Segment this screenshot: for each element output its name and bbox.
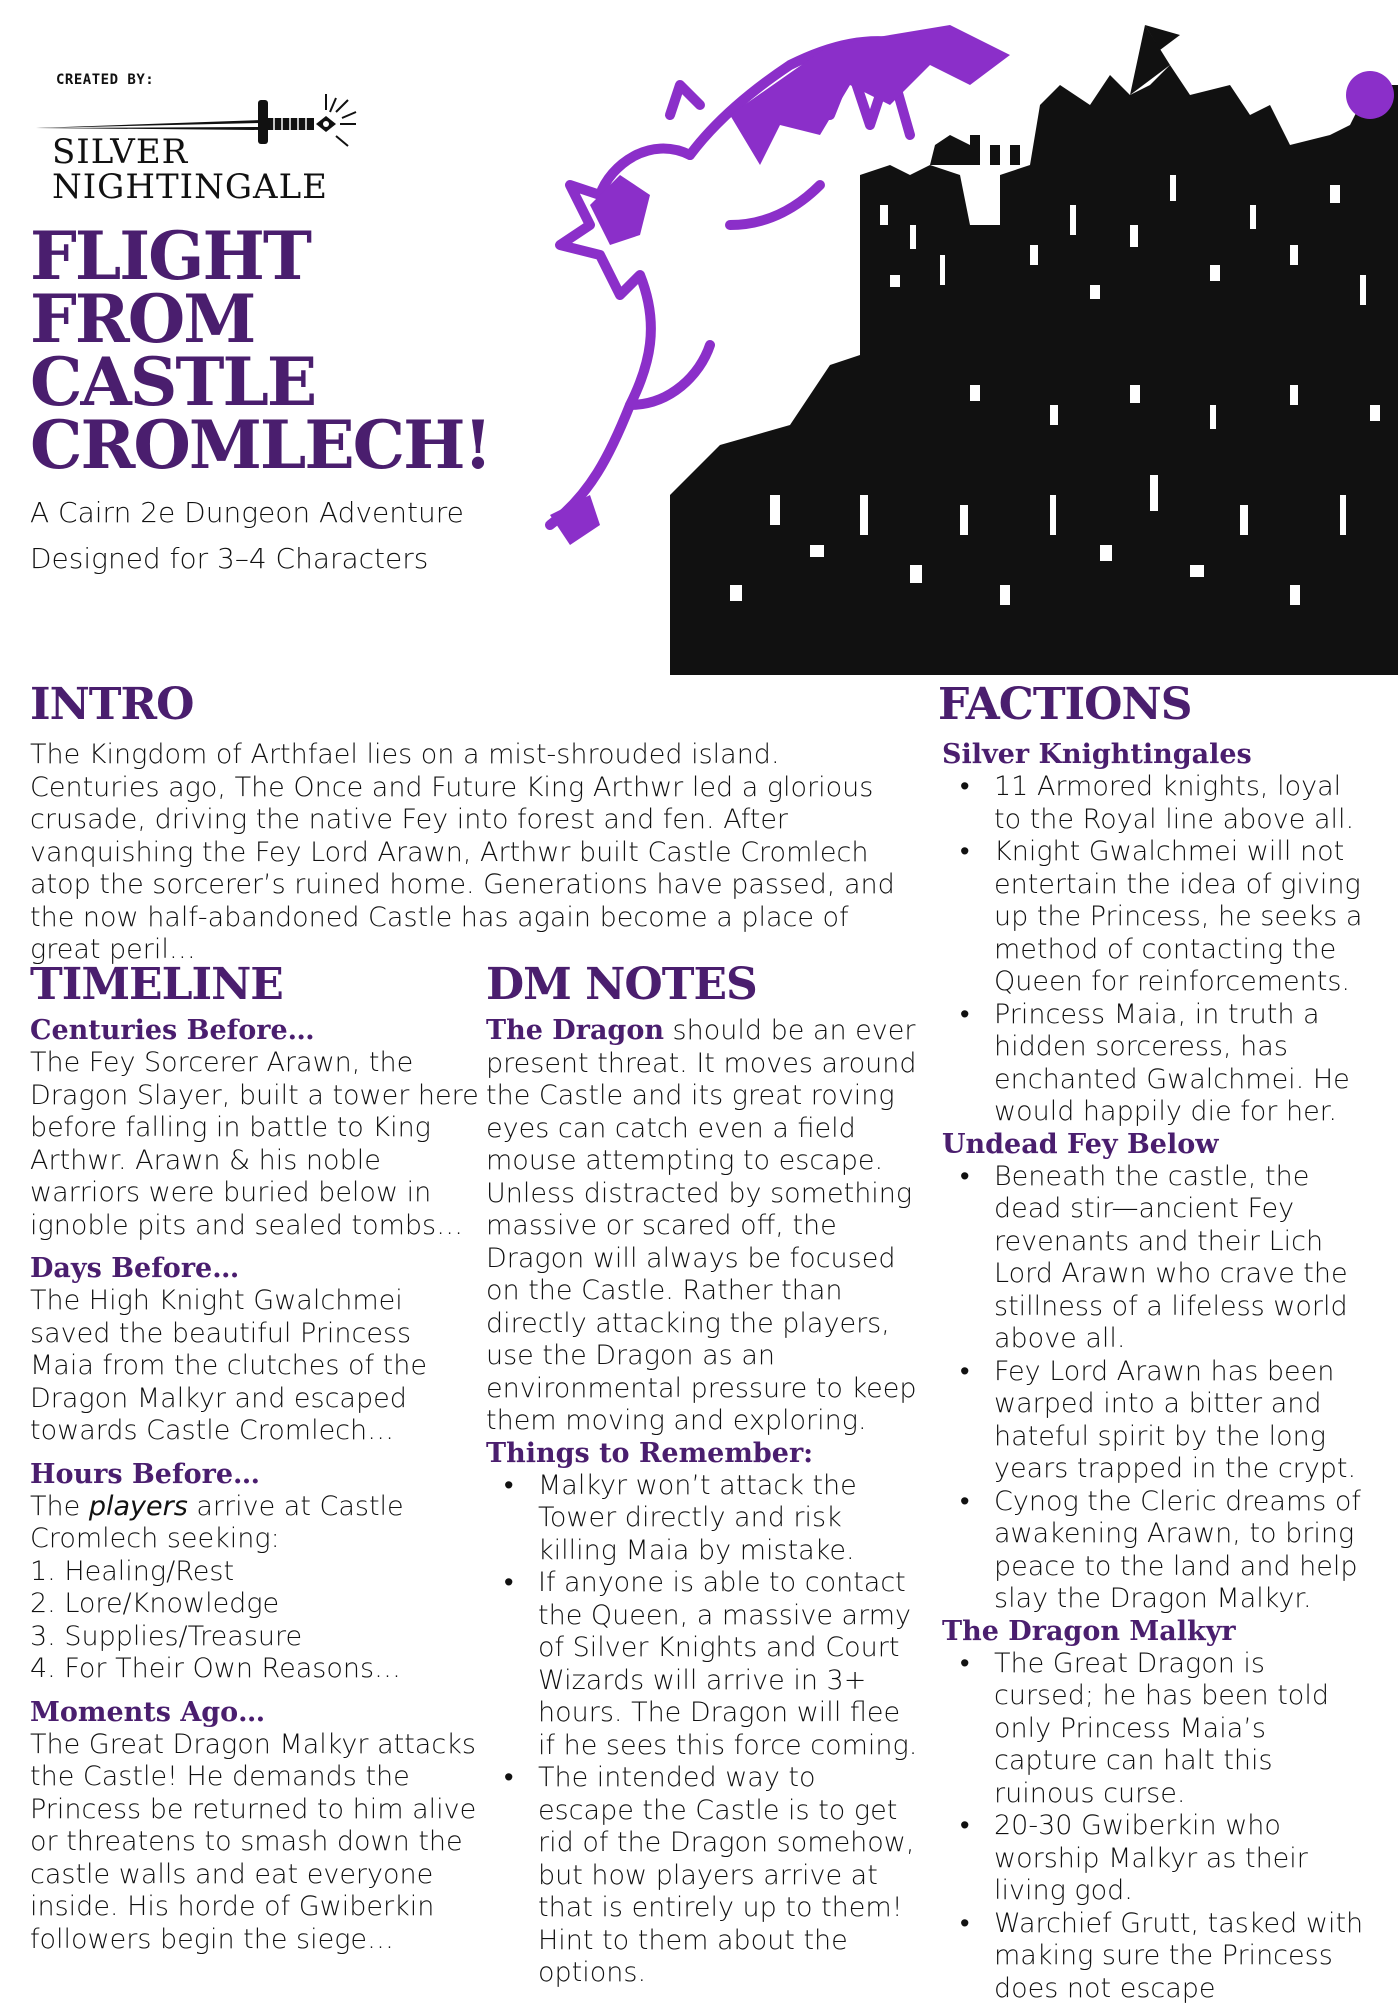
list-item: • The intended way to escape the Castle is to get rid of the Dragon somehow, but how players arrive at that is entirely up to them! Hint to them about the options. <box>486 1762 918 1990</box>
dragon-note-lead: The Dragon <box>486 1015 664 1046</box>
dragon-note-text: should be an ever present threat. It moves around the Castle and its great roving eyes can catch even a field mouse attempting to escape. Unless distracted by something massive or scared off, the Dragon will always be focused on the Castle. Rather than directly attacking the players, use the Dragon as an environmental pressure to keep them moving and exploring. <box>486 1015 917 1436</box>
moments-ago-title: Moments Ago… <box>30 1697 480 1729</box>
subtitle <box>30 490 464 582</box>
timeline-heading: TIMELINE <box>30 958 283 1012</box>
centuries-before-title: Centuries Before… <box>30 1015 480 1047</box>
centuries-before-text: The Fey Sorcerer Arawn, the Dragon Slayer, built a tower here before falling in battle to King Arthwr. Arawn & his noble warriors were buried below in ignoble pits and sealed tombs… <box>30 1047 480 1242</box>
days-before-title: Days Before… <box>30 1253 480 1285</box>
title-line-3: CASTLE <box>30 351 550 414</box>
undead-fey-below-title: Undead Fey Below <box>942 1129 1372 1161</box>
dm-notes-heading: DM NOTES <box>486 958 757 1012</box>
hours-pre: The <box>30 1491 89 1522</box>
list-item: • Malkyr won’t attack the Tower directly and risk killing Maia by mistake. <box>486 1470 918 1568</box>
list-item: • Warchief Grutt, tasked with making sure the Princess does not escape <box>942 1908 1372 2005</box>
created-by-label: CREATED BY: <box>56 72 154 88</box>
title-line-4: CROMLECH! <box>30 414 550 477</box>
undead-list <box>942 1161 1372 1616</box>
list-item: • If anyone is able to contact the Queen, a massive army of Silver Knights and Court Wizards will arrive in 3+ hours. The Dragon will flee if he sees this force coming. <box>486 1567 918 1762</box>
list-item: 1. Healing/Rest <box>30 1556 480 1589</box>
intro-heading: INTRO <box>30 678 193 732</box>
things-to-remember-title: Things to Remember: <box>486 1438 918 1470</box>
hours-post: arrive at Castle Cromlech seeking: <box>30 1491 404 1555</box>
intro-text: The Kingdom of Arthfael lies on a mist-shrouded island. Centuries ago, The Once and Future King Arthwr led a glorious crusade, driving the native Fey into forest and fen. After vanquishing the Fey Lord Arawn, Arthwr built Castle Cromlech atop the sorcerer’s ruined home. Generations have passed, and the now half-abandoned Castle has again become a place of great peril… <box>30 739 915 967</box>
title-line-2: FROM <box>30 288 550 351</box>
list-item: 3. Supplies/Treasure <box>30 1621 480 1654</box>
list-item: • 11 Armored knights, loyal to the Royal line above all. <box>942 771 1372 836</box>
dragon-list <box>942 1648 1372 2005</box>
list-item: • Knight Gwalchmei will not entertain the idea of giving up the Princess, he seeks a method of contacting the Queen for reinforcements. <box>942 836 1372 999</box>
subtitle-line-1: A Cairn 2e Dungeon Adventure <box>30 490 464 536</box>
seeking-list <box>30 1556 480 1686</box>
players-emphasis: players <box>89 1491 188 1522</box>
list-item: • The Great Dragon is cursed; he has been told only Princess Maia’s capture can halt this ruinous curse. <box>942 1648 1372 1811</box>
dragon-malkyr-title: The Dragon Malkyr <box>942 1616 1372 1648</box>
brand-name-line2: NIGHTINGALE <box>52 169 328 205</box>
dragon-note <box>486 1015 918 1438</box>
remember-list <box>486 1470 918 1990</box>
list-item: • Princess Maia, in truth a hidden sorceress, has enchanted Gwalchmei. He would happily die for her. <box>942 999 1372 1129</box>
factions-section <box>942 739 1372 2005</box>
timeline-section <box>30 1015 480 1956</box>
hours-before-text <box>30 1491 480 1556</box>
days-before-text: The High Knight Gwalchmei saved the beautiful Princess Maia from the clutches of the Dragon Malkyr and escaped towards Castle Cromlech… <box>30 1285 480 1448</box>
dm-notes-section <box>486 1015 918 1990</box>
list-item: 4. For Their Own Reasons… <box>30 1653 480 1686</box>
hours-before-title: Hours Before… <box>30 1459 480 1491</box>
title-line-1: FLIGHT <box>30 225 550 288</box>
moments-ago-text: The Great Dragon Malkyr attacks the Castle! He demands the Princess be returned to him alive or threatens to smash down the castle walls and eat everyone inside. His horde of Gwiberkin followers begin the siege… <box>30 1729 480 1957</box>
list-item: • Beneath the castle, the dead stir—ancient Fey revenants and their Lich Lord Arawn who crave the stillness of a lifeless world above all. <box>942 1161 1372 1356</box>
knights-list <box>942 771 1372 1129</box>
factions-heading: FACTIONS <box>938 678 1191 732</box>
list-item: • Cynog the Cleric dreams of awakening Arawn, to bring peace to the land and help slay the Dragon Malkyr. <box>942 1486 1372 1616</box>
list-item: 2. Lore/Knowledge <box>30 1588 480 1621</box>
list-item: • 20-30 Gwiberkin who worship Malkyr as their living god. <box>942 1810 1372 1908</box>
page-title <box>30 225 550 477</box>
subtitle-line-2: Designed for 3–4 Characters <box>30 536 464 582</box>
dragon-castle-illustration <box>530 25 1398 675</box>
list-item: • Fey Lord Arawn has been warped into a bitter and hateful spirit by the long years trapped in the crypt. <box>942 1356 1372 1486</box>
brand-name-line1: SILVER <box>52 134 188 170</box>
silver-knightingales-title: Silver Knightingales <box>942 739 1372 771</box>
creator-logo <box>30 60 390 215</box>
